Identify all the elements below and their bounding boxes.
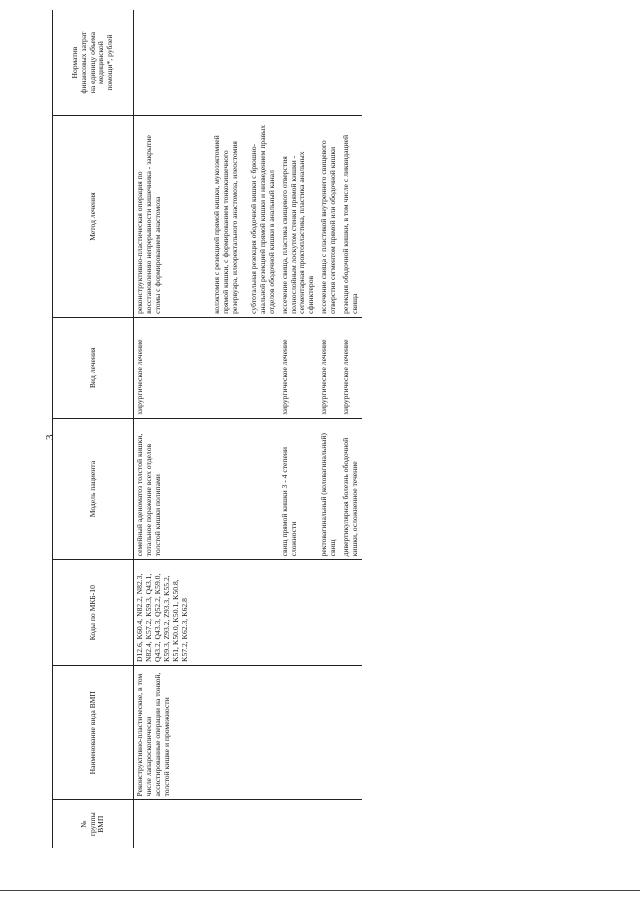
cell-vmp-name: Реконструктивно-пластические, в том числе лапароскопически ассистированные операции на тонкой, толстой кишке и промежности bbox=[134, 666, 363, 800]
method-text: реконструктивно-пластическая операция по восстановлению непрерывности кишечника - закрытие стомы с формированием анастомоза bbox=[135, 135, 162, 314]
cell-norm bbox=[134, 10, 279, 116]
cell-patient-model: дивертикулярная болезнь ободочной кишки, осложненное течение bbox=[340, 418, 362, 560]
cell-group-number bbox=[318, 800, 340, 848]
header-mkb-codes: Коды по МКБ-10 bbox=[53, 560, 134, 666]
cell-treatment-method: иссечение свища, пластика свищевого отверстия полнослойным лоскутом стенки прямой кишки - сегментарная проктопластика, пластика анальных сфинктеров bbox=[279, 116, 319, 318]
cell-norm bbox=[279, 10, 319, 116]
cell-patient-model: ректовагинальный (коловагинальный) свищ bbox=[318, 418, 340, 560]
cell-group-number bbox=[279, 800, 319, 848]
bottom-rule bbox=[0, 890, 640, 891]
cell-treatment-type: хирургическое лечение bbox=[340, 317, 362, 418]
cell-norm bbox=[318, 10, 340, 116]
cell-treatment-type: хирургическое лечение bbox=[279, 317, 319, 418]
header-vmp-name: Наименование вида ВМП bbox=[53, 666, 134, 800]
cell-treatment-type: хирургическое лечение bbox=[134, 317, 279, 418]
table-body bbox=[134, 10, 363, 848]
header-group-number: № группы ВМП bbox=[53, 800, 134, 848]
cell-treatment-method: иссечение свища с пластикой внутреннего свищевого отверстия сегментом прямой или ободочной кишки bbox=[318, 116, 340, 318]
cell-patient-model: свищ прямой кишки 3 - 4 степени сложности bbox=[279, 418, 319, 560]
cell-treatment-method bbox=[134, 116, 279, 318]
cell-patient-model: семейный аденоматоз толстой кишки, тотальное поражение всех отделов толстой кишки полипами bbox=[134, 418, 279, 560]
page-number: 3 bbox=[44, 434, 56, 440]
cell-group-number bbox=[134, 800, 279, 848]
cell-treatment-type: хирургическое лечение bbox=[318, 317, 340, 418]
rotated-table-wrapper bbox=[52, 10, 612, 848]
vmp-table bbox=[52, 10, 362, 848]
cell-group-number bbox=[340, 800, 362, 848]
method-text: колэктомия с резекцией прямой кишки, мукозэктомией прямой кишки, с формированием тонкокишечного резервуара, илеоректального анастомоза, илеостомия bbox=[211, 135, 239, 314]
header-patient-model: Модель пациента bbox=[53, 418, 134, 560]
header-norm: Норматив финансовых затрат на единицу объема медицинской помощи*, рублей bbox=[53, 10, 134, 116]
cell-treatment-method: резекция ободочной кишки, в том числе с ликвидацией свища bbox=[340, 116, 362, 318]
table-row bbox=[134, 10, 279, 848]
cell-norm bbox=[340, 10, 362, 116]
header-treatment-type: Вид лечения bbox=[53, 317, 134, 418]
header-treatment-method: Метод лечения bbox=[53, 116, 134, 318]
table-header bbox=[53, 10, 134, 848]
cell-mkb-codes: D12.6, K60.4, N82.2, N82.3, N82.4, K57.2, K59.3, Q43.1, Q43.2, Q43.3, Q52.2, K59.0, K59.3, Z93.2, Z93.3, K55.2, K51, K50.0, K50.1, K50.8, K57.2, K62.3, K62.8 bbox=[134, 560, 363, 666]
method-text: субтотальная резекция ободочной кишки с брюшно-анальной резекцией прямой кишки и низведением правых отделов ободочной кишки в анальный канал bbox=[248, 124, 276, 314]
